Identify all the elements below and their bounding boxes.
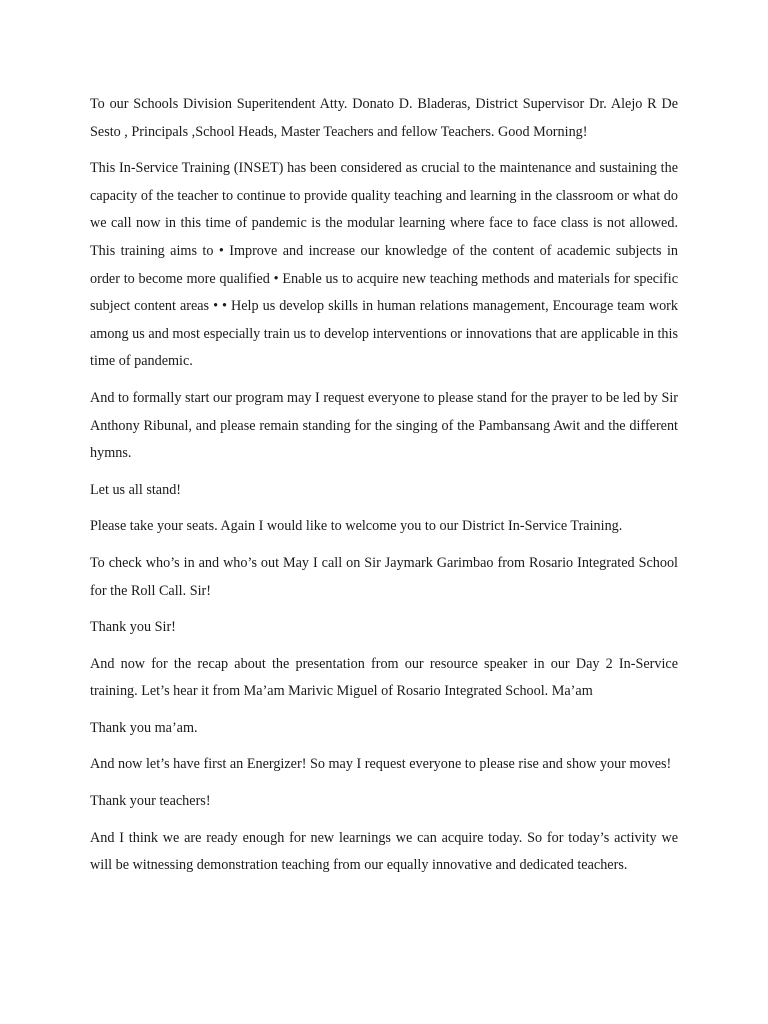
thank-teachers-paragraph: Thank your teachers! (90, 793, 211, 810)
thank-you-maam-paragraph: Thank you ma’am. (90, 719, 198, 736)
welcome-paragraph: Please take your seats. Again I would like to welcome you to our District In-Service Training. (90, 518, 623, 535)
inset-description-paragraph: This In-Service Training (INSET) has been considered as crucial to the maintenance and sustaining the capacity of the teacher to continue to provide quality teaching and learning in the classroom or what do we call now in this time of pandemic is the modular learning where face to face class is not allowed. This training aims to • Improve and increase our knowledge of the content of academic subjects in order to become more qualified • Enable us to acquire new teaching methods and materials for specific subject content areas • • Help us develop skills in human relations management, Encourage team work among us and most especially train us to develop interventions or innovations that are applicable in this time of pandemic. (90, 160, 678, 370)
recap-paragraph: And now for the recap about the presentation from our resource speaker in our Day 2 In-Service training. Let’s hear it from Ma’am Marivic Miguel of Rosario Integrated School. Ma’am (90, 655, 678, 700)
energizer-paragraph: And now let’s have first an Energizer! So may I request everyone to please rise and show your moves! (90, 756, 672, 773)
prayer-request-paragraph: And to formally start our program may I request everyone to please stand for the prayer to be led by Sir Anthony Ribunal, and please remain standing for the singing of the Pambansang Awit and the different hymns. (90, 389, 678, 462)
stand-paragraph: Let us all stand! (90, 481, 182, 498)
greeting-paragraph: To our Schools Division Superitendent Atty. Donato D. Bladeras, District Supervisor Dr. Alejo R De Sesto , Principals ,School Heads, Master Teachers and fellow Teachers. Good Morning! (90, 96, 678, 140)
thank-you-sir-paragraph: Thank you Sir! (90, 619, 176, 636)
demonstration-paragraph: And I think we are ready enough for new learnings we can acquire today. So for today’s activity we will be witnessing demonstration teaching from our equally innovative and dedicated teachers. (90, 829, 678, 874)
roll-call-paragraph: To check who’s in and who’s out May I call on Sir Jaymark Garimbao from Rosario Integrated School for the Roll Call. Sir! (90, 554, 678, 599)
document-page (90, 91, 678, 889)
